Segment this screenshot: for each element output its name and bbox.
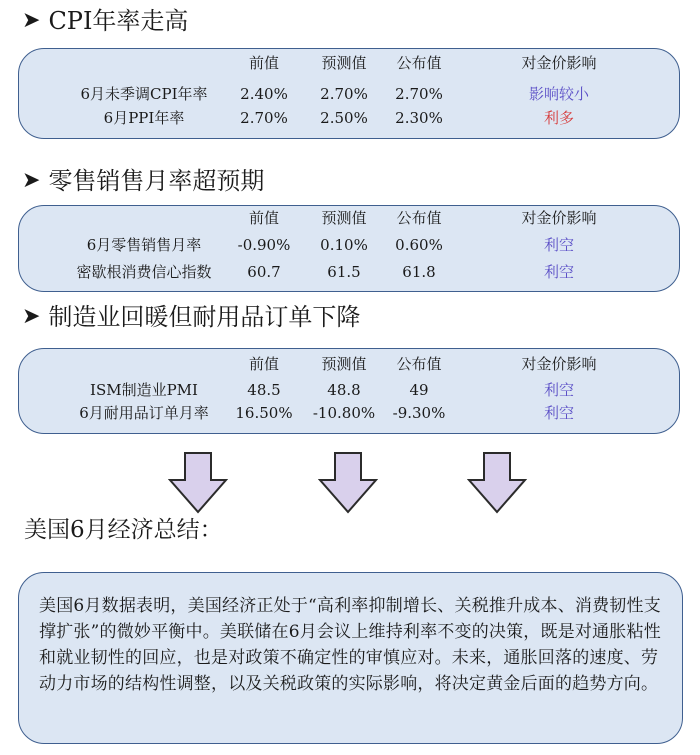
section-title-cpi <box>22 6 188 36</box>
row-impact: 利空 <box>543 381 574 399</box>
header-prev: 前值 <box>248 54 279 72</box>
section-title-manufacturing <box>22 302 360 332</box>
row-actual: 2.70% <box>395 85 443 103</box>
arrow-bullet-icon: ➤ <box>22 8 41 33</box>
row-forecast: 61.5 <box>327 263 361 281</box>
header-impact: 对金价影响 <box>521 355 597 373</box>
section-title-text: CPI年率走高 <box>48 7 189 35</box>
row-actual: 61.8 <box>402 263 436 281</box>
row-name: 6月耐用品订单月率 <box>79 404 209 422</box>
section-title-text: 制造业回暖但耐用品订单下降 <box>48 303 361 331</box>
row-prev: -0.90% <box>237 236 291 254</box>
header-forecast: 预测值 <box>321 209 367 227</box>
row-prev: 48.5 <box>247 381 281 399</box>
header-impact: 对金价影响 <box>521 209 597 227</box>
table-row <box>19 83 679 105</box>
down-arrow-icon <box>168 452 228 514</box>
table-row <box>19 379 679 401</box>
row-prev: 2.70% <box>240 109 288 127</box>
arrow-bullet-icon: ➤ <box>22 304 41 329</box>
table-row <box>19 261 679 283</box>
arrow-bullet-icon: ➤ <box>22 168 41 193</box>
down-arrow-icon <box>467 452 527 514</box>
row-impact: 影响较小 <box>528 85 589 103</box>
summary-text: 美国6月数据表明，美国经济正处于“高利率抑制增长、关税推升成本、消费韧性支撑扩张”的微妙平衡中。美联储在6月会议上维持利率不变的决策，既是对通胀粘性和就业韧性的回应，也是对政策不确定性的审慎应对。未来，通胀回落的速度、劳动力市场的结构性调整，以及关税政策的实际影响，将决定黄金后面的趋势方向。 <box>39 596 661 694</box>
row-impact: 利空 <box>543 263 574 281</box>
row-impact: 利空 <box>543 236 574 254</box>
row-name: 6月未季调CPI年率 <box>80 85 208 103</box>
data-box-retail <box>18 205 680 292</box>
row-forecast: -10.80% <box>312 404 376 422</box>
summary-title: 美国6月经济总结： <box>24 517 223 543</box>
row-name: 6月PPI年率 <box>103 109 185 127</box>
row-actual: 0.60% <box>395 236 443 254</box>
down-arrow-icon <box>318 452 378 514</box>
table-row <box>19 402 679 424</box>
header-impact: 对金价影响 <box>521 54 597 72</box>
data-box-cpi <box>18 48 680 139</box>
header-row <box>19 207 679 229</box>
row-impact: 利空 <box>543 404 574 422</box>
row-name: 6月零售销售月率 <box>86 236 202 254</box>
header-forecast: 预测值 <box>321 54 367 72</box>
row-actual: 2.30% <box>395 109 443 127</box>
table-row <box>19 234 679 256</box>
row-prev: 2.40% <box>240 85 288 103</box>
row-prev: 60.7 <box>247 263 281 281</box>
summary-box <box>18 572 683 744</box>
row-forecast: 2.70% <box>320 85 368 103</box>
row-forecast: 0.10% <box>320 236 368 254</box>
header-actual: 公布值 <box>396 54 442 72</box>
row-name: ISM制造业PMI <box>90 381 198 399</box>
row-actual: -9.30% <box>392 404 446 422</box>
row-impact: 利多 <box>543 109 574 127</box>
header-actual: 公布值 <box>396 209 442 227</box>
header-row <box>19 353 679 375</box>
row-name: 密歇根消费信心指数 <box>76 263 212 281</box>
section-title-text: 零售销售月率超预期 <box>48 167 265 195</box>
table-row <box>19 107 679 129</box>
section-title-retail <box>22 166 264 196</box>
row-actual: 49 <box>409 381 429 399</box>
header-prev: 前值 <box>248 355 279 373</box>
row-prev: 16.50% <box>235 404 293 422</box>
header-prev: 前值 <box>248 209 279 227</box>
data-box-manufacturing <box>18 348 680 434</box>
row-forecast: 2.50% <box>320 109 368 127</box>
row-forecast: 48.8 <box>327 381 361 399</box>
header-actual: 公布值 <box>396 355 442 373</box>
header-row <box>19 52 679 74</box>
header-forecast: 预测值 <box>321 355 367 373</box>
